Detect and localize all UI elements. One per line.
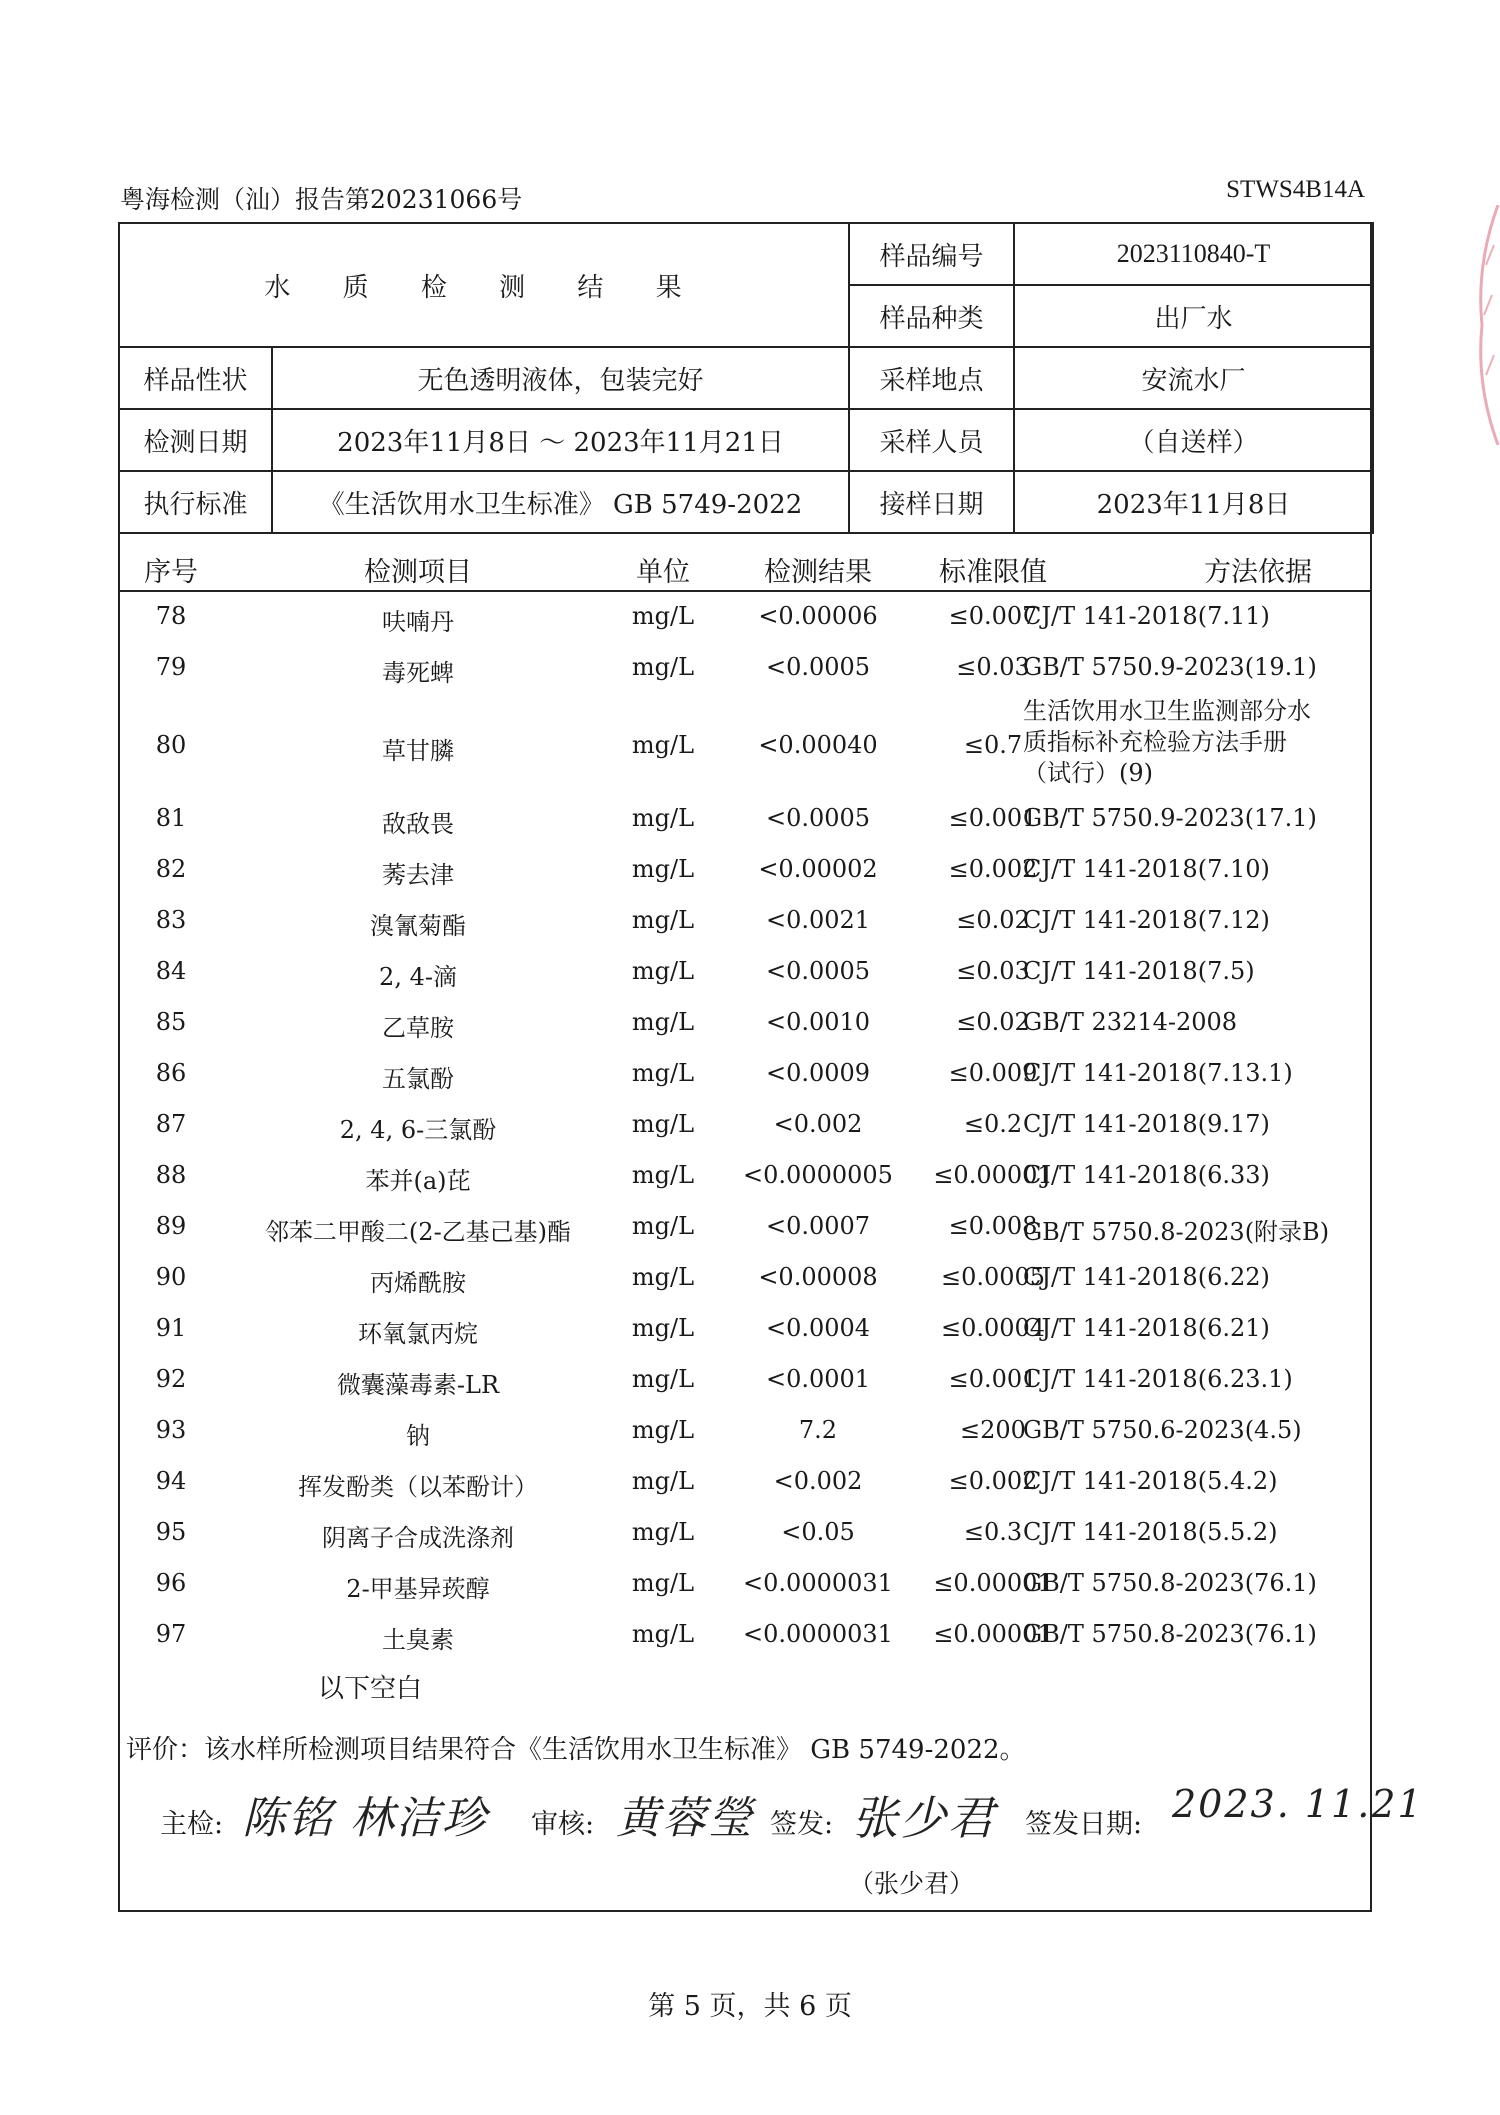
- sampler-label: 采样人员: [849, 409, 1014, 471]
- row-limit: ≤0.0005: [940, 1263, 1046, 1291]
- row-no: 84: [155, 957, 187, 985]
- table-row: [118, 1049, 1372, 1100]
- row-method: CJ/T 141-2018(6.21): [1023, 1314, 1270, 1342]
- row-no: 80: [155, 731, 187, 759]
- row-method: GB/T 5750.6-2023(4.5): [1023, 1416, 1302, 1444]
- col-result: 检测结果: [764, 557, 872, 588]
- row-method: CJ/T 141-2018(6.23.1): [1023, 1365, 1293, 1393]
- row-method: GB/T 5750.8-2023(76.1): [1023, 1620, 1317, 1648]
- row-result: <0.0004: [765, 1314, 871, 1342]
- row-no: 78: [155, 602, 187, 630]
- table-row: [118, 1100, 1372, 1151]
- sample-type-label: 样品种类: [849, 285, 1014, 347]
- evaluation-text: 评价：该水样所检测项目结果符合《生活饮用水卫生标准》 GB 5749-2022。: [126, 1735, 1026, 1765]
- sample-type-value: 出厂水: [1014, 285, 1373, 347]
- row-item: 土臭素: [382, 1626, 454, 1654]
- row-unit: mg/L: [631, 1110, 695, 1138]
- row-item: 2-甲基异莰醇: [346, 1575, 490, 1603]
- row-item: 丙烯酰胺: [370, 1269, 466, 1297]
- row-limit: ≤0.00001: [933, 1569, 1053, 1597]
- row-no: 88: [155, 1161, 187, 1189]
- row-result: <0.0000031: [743, 1569, 893, 1597]
- report-number: 粤海检测（汕）报告第20231066号: [120, 185, 523, 214]
- row-no: 90: [155, 1263, 187, 1291]
- row-unit: mg/L: [631, 957, 695, 985]
- appearance-label: 样品性状: [119, 347, 272, 409]
- row-result: <0.0000005: [743, 1161, 893, 1189]
- reviewer-label: 审核:: [531, 1809, 595, 1840]
- row-unit: mg/L: [631, 1059, 695, 1087]
- table-row: [118, 592, 1372, 643]
- row-no: 86: [155, 1059, 187, 1087]
- row-unit: mg/L: [631, 1518, 695, 1546]
- row-limit: ≤0.2: [963, 1110, 1023, 1138]
- issuer-label: 签发:: [770, 1809, 834, 1840]
- row-limit: ≤200: [960, 1416, 1026, 1444]
- table-row: [118, 1355, 1372, 1406]
- row-unit: mg/L: [631, 906, 695, 934]
- row-no: 94: [155, 1467, 187, 1495]
- table-row: [118, 1406, 1372, 1457]
- row-method: GB/T 23214-2008: [1023, 1008, 1238, 1036]
- blank-note: 以下空白: [318, 1674, 423, 1704]
- row-method: 生活饮用水卫生监测部分水质指标补充检验方法手册（试行）(9): [1023, 697, 1311, 787]
- row-limit: ≤0.001: [948, 804, 1038, 832]
- stamp-edge-icon: [1472, 205, 1500, 445]
- row-unit: mg/L: [631, 1620, 695, 1648]
- table-row: [118, 896, 1372, 947]
- table-row: [118, 1304, 1372, 1355]
- row-limit: ≤0.02: [956, 1008, 1030, 1036]
- row-item: 乙草胺: [382, 1014, 454, 1042]
- table-row: [118, 643, 1372, 694]
- row-no: 79: [155, 653, 187, 681]
- table-row: [118, 998, 1372, 1049]
- row-limit: ≤0.002: [948, 1467, 1038, 1495]
- row-result: <0.0010: [765, 1008, 871, 1036]
- issue-date-label: 签发日期:: [1025, 1809, 1143, 1840]
- row-item: 挥发酚类（以苯酚计）: [298, 1473, 538, 1501]
- row-no: 95: [155, 1518, 187, 1546]
- table-row: [118, 845, 1372, 896]
- row-unit: mg/L: [631, 1314, 695, 1342]
- row-no: 85: [155, 1008, 187, 1036]
- row-result: <0.00040: [758, 731, 878, 759]
- test-date-value: 2023年11月8日 ～ 2023年11月21日: [272, 409, 849, 471]
- row-method: CJ/T 141-2018(5.5.2): [1023, 1518, 1278, 1546]
- row-item: 环氧氯丙烷: [358, 1320, 478, 1348]
- row-no: 81: [155, 804, 187, 832]
- items-body: [118, 592, 1372, 1661]
- row-unit: mg/L: [631, 1569, 695, 1597]
- row-no: 83: [155, 906, 187, 934]
- row-unit: mg/L: [631, 602, 695, 630]
- row-no: 96: [155, 1569, 187, 1597]
- row-item: 钠: [406, 1422, 430, 1450]
- row-item: 五氯酚: [382, 1065, 454, 1093]
- row-unit: mg/L: [631, 653, 695, 681]
- receive-date-value: 2023年11月8日: [1014, 471, 1373, 533]
- report-title: 水 质 检 测 结 果: [119, 223, 849, 347]
- row-result: <0.0005: [765, 804, 871, 832]
- table-row: [118, 1610, 1372, 1661]
- row-limit: ≤0.009: [948, 1059, 1038, 1087]
- row-limit: ≤0.7: [963, 731, 1023, 759]
- row-limit: ≤0.00001: [933, 1620, 1053, 1648]
- row-method: CJ/T 141-2018(7.10): [1023, 855, 1270, 883]
- row-no: 93: [155, 1416, 187, 1444]
- site-label: 采样地点: [849, 347, 1014, 409]
- row-result: <0.002: [773, 1467, 863, 1495]
- row-item: 邻苯二甲酸二(2-乙基己基)酯: [264, 1218, 572, 1246]
- table-row: [118, 1151, 1372, 1202]
- row-limit: ≤0.007: [948, 602, 1038, 630]
- col-limit: 标准限值: [939, 557, 1047, 588]
- sample-no-label: 样品编号: [849, 223, 1014, 285]
- row-method: GB/T 5750.9-2023(19.1): [1023, 653, 1317, 681]
- row-result: <0.00002: [758, 855, 878, 883]
- row-item: 阴离子合成洗涤剂: [322, 1524, 514, 1552]
- row-result: <0.002: [773, 1110, 863, 1138]
- issuer-name: （张少君）: [849, 1869, 975, 1898]
- row-item: 2, 4, 6-三氯酚: [339, 1116, 497, 1144]
- sample-info-table: [118, 222, 1374, 534]
- col-unit: 单位: [636, 557, 690, 588]
- row-unit: mg/L: [631, 1416, 695, 1444]
- row-result: <0.0005: [765, 957, 871, 985]
- row-limit: ≤0.02: [956, 906, 1030, 934]
- row-method: CJ/T 141-2018(9.17): [1023, 1110, 1270, 1138]
- row-limit: ≤0.002: [948, 855, 1038, 883]
- table-row: [118, 947, 1372, 998]
- row-unit: mg/L: [631, 1161, 695, 1189]
- report-code: STWS4B14A: [1226, 176, 1365, 203]
- row-limit: ≤0.03: [956, 957, 1030, 985]
- page-number: 第 5 页，共 6 页: [648, 1991, 852, 2022]
- test-date-label: 检测日期: [119, 409, 272, 471]
- table-row: [118, 1457, 1372, 1508]
- standard-label: 执行标准: [119, 471, 272, 533]
- row-unit: mg/L: [631, 804, 695, 832]
- issue-date-signature: 2023. 11.21: [1172, 1782, 1424, 1826]
- row-no: 97: [155, 1620, 187, 1648]
- row-unit: mg/L: [631, 1365, 695, 1393]
- row-result: <0.00006: [758, 602, 878, 630]
- sample-no-value: 2023110840-T: [1014, 223, 1373, 285]
- row-item: 草甘膦: [382, 737, 454, 765]
- row-unit: mg/L: [631, 855, 695, 883]
- col-method: 方法依据: [1204, 557, 1312, 588]
- table-row: [118, 794, 1372, 845]
- row-method: CJ/T 141-2018(7.5): [1023, 957, 1255, 985]
- row-no: 87: [155, 1110, 187, 1138]
- table-row: [118, 694, 1372, 794]
- table-row: [118, 1508, 1372, 1559]
- site-value: 安流水厂: [1014, 347, 1373, 409]
- col-item: 检测项目: [364, 557, 472, 588]
- row-item: 呋喃丹: [382, 608, 454, 636]
- row-limit: ≤0.0004: [940, 1314, 1046, 1342]
- row-no: 91: [155, 1314, 187, 1342]
- row-result: <0.05: [781, 1518, 855, 1546]
- row-no: 92: [155, 1365, 187, 1393]
- row-limit: ≤0.00001: [933, 1161, 1053, 1189]
- row-unit: mg/L: [631, 1212, 695, 1240]
- items-header: [118, 538, 1372, 592]
- row-method: CJ/T 141-2018(6.33): [1023, 1161, 1270, 1189]
- row-unit: mg/L: [631, 1008, 695, 1036]
- row-method: CJ/T 141-2018(7.11): [1023, 602, 1270, 630]
- row-item: 敌敌畏: [382, 810, 454, 838]
- row-limit: ≤0.3: [963, 1518, 1023, 1546]
- row-result: <0.0001: [765, 1365, 871, 1393]
- table-row: [118, 1202, 1372, 1253]
- inspector-label: 主检:: [160, 1809, 224, 1840]
- row-method: CJ/T 141-2018(7.13.1): [1023, 1059, 1293, 1087]
- row-result: <0.0000031: [743, 1620, 893, 1648]
- row-item: 2, 4-滴: [379, 963, 457, 991]
- row-item: 苯并(a)芘: [365, 1167, 471, 1195]
- row-no: 82: [155, 855, 187, 883]
- receive-date-label: 接样日期: [849, 471, 1014, 533]
- row-result: 7.2: [798, 1416, 838, 1444]
- row-limit: ≤0.008: [948, 1212, 1038, 1240]
- row-method: GB/T 5750.8-2023(附录B): [1023, 1218, 1330, 1246]
- appearance-value: 无色透明液体，包装完好: [272, 347, 849, 409]
- row-result: <0.0009: [765, 1059, 871, 1087]
- row-method: CJ/T 141-2018(7.12): [1023, 906, 1270, 934]
- row-result: <0.0021: [765, 906, 871, 934]
- inspector-signature: 陈铭 林洁珍: [242, 1793, 488, 1844]
- sampler-value: （自送样）: [1014, 409, 1373, 471]
- row-result: <0.00008: [758, 1263, 878, 1291]
- standard-value: 《生活饮用水卫生标准》 GB 5749-2022: [272, 471, 849, 533]
- row-limit: ≤0.001: [948, 1365, 1038, 1393]
- row-item: 溴氰菊酯: [370, 912, 466, 940]
- table-row: [118, 1559, 1372, 1610]
- row-unit: mg/L: [631, 1467, 695, 1495]
- row-item: 毒死蜱: [382, 659, 454, 687]
- row-result: <0.0007: [765, 1212, 871, 1240]
- reviewer-signature: 黄蓉瑩: [616, 1793, 754, 1844]
- row-method: CJ/T 141-2018(6.22): [1023, 1263, 1270, 1291]
- row-method: GB/T 5750.9-2023(17.1): [1023, 804, 1317, 832]
- row-unit: mg/L: [631, 1263, 695, 1291]
- row-method: CJ/T 141-2018(5.4.2): [1023, 1467, 1278, 1495]
- row-unit: mg/L: [631, 731, 695, 759]
- row-item: 莠去津: [382, 861, 454, 889]
- row-limit: ≤0.03: [956, 653, 1030, 681]
- issuer-signature: 张少君: [852, 1791, 996, 1845]
- row-method: GB/T 5750.8-2023(76.1): [1023, 1569, 1317, 1597]
- row-no: 89: [155, 1212, 187, 1240]
- row-result: <0.0005: [765, 653, 871, 681]
- row-item: 微囊藻毒素-LR: [336, 1371, 500, 1399]
- col-no: 序号: [144, 557, 198, 588]
- table-row: [118, 1253, 1372, 1304]
